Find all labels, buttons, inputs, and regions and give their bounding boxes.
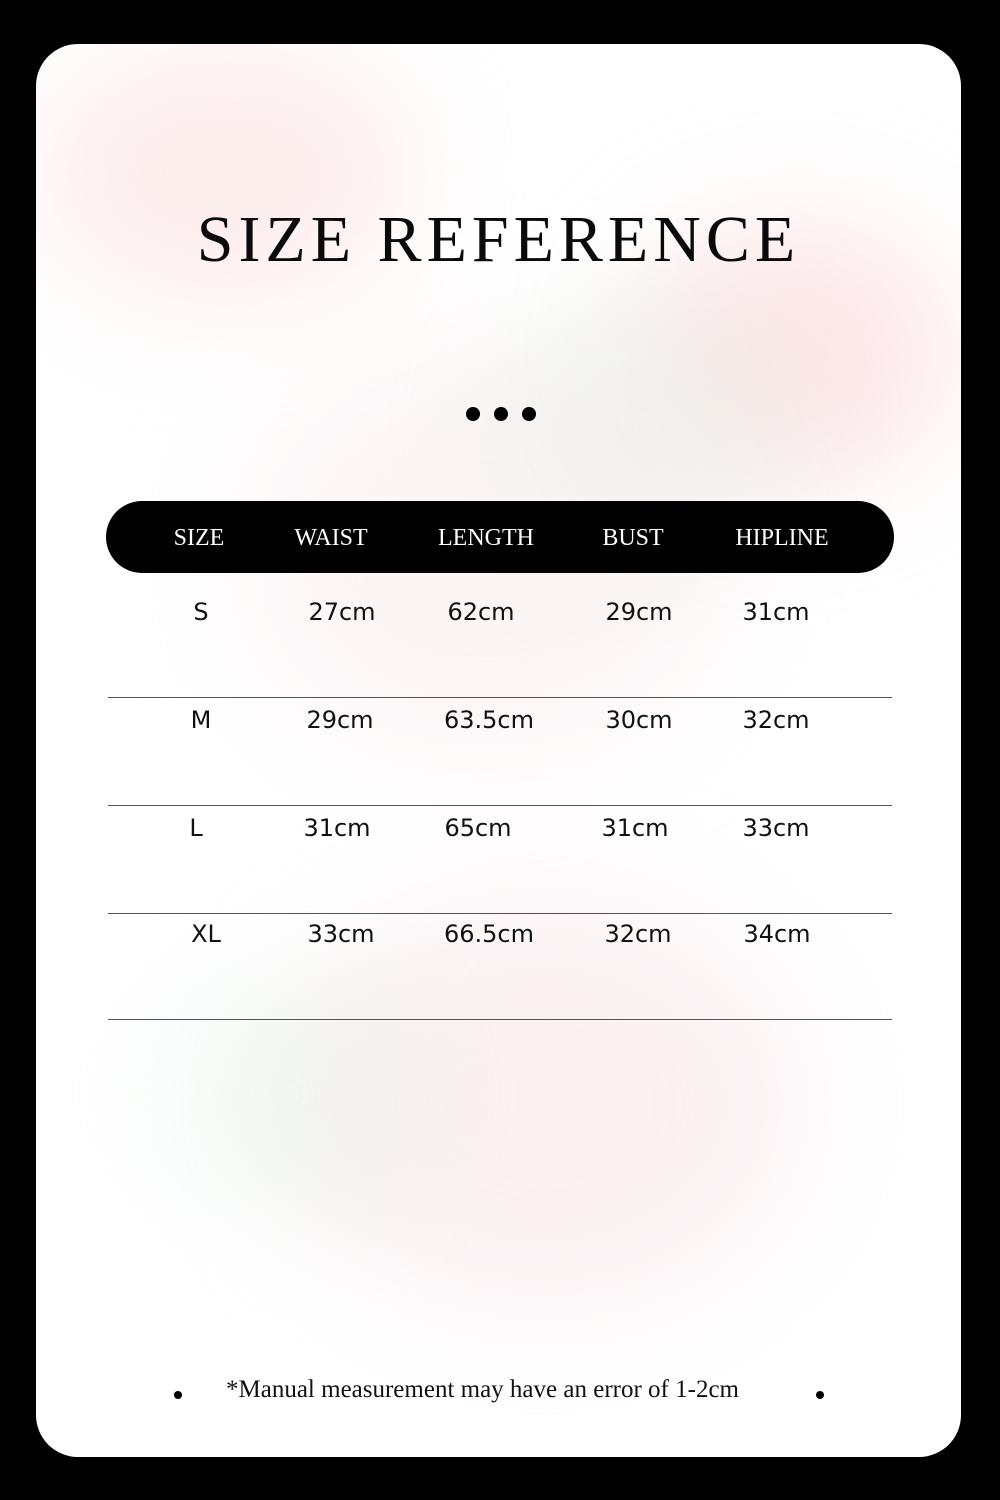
header-size: SIZE (173, 525, 225, 551)
cell-size: M (190, 706, 212, 734)
cell-bust: 32cm (604, 920, 672, 948)
bullet-icon (174, 1391, 182, 1399)
cell-hipline: 33cm (742, 814, 810, 842)
dot-icon (522, 407, 536, 421)
header-length: LENGTH (438, 525, 534, 551)
cell-hipline: 31cm (742, 598, 810, 626)
cell-length: 65cm (444, 814, 512, 842)
cell-bust: 31cm (601, 814, 669, 842)
cell-length: 66.5cm (443, 920, 535, 948)
dot-icon (494, 407, 508, 421)
cell-waist: 27cm (308, 598, 376, 626)
cell-waist: 29cm (306, 706, 374, 734)
table-row (108, 590, 892, 698)
header-waist: WAIST (294, 525, 368, 551)
table-row (108, 912, 892, 1020)
dot-icon (466, 407, 480, 421)
header-bust: BUST (602, 525, 664, 551)
cell-size: XL (191, 920, 221, 948)
cell-hipline: 32cm (742, 706, 810, 734)
cell-waist: 33cm (307, 920, 375, 948)
table-header (106, 501, 894, 573)
table-row (108, 698, 892, 806)
bullet-icon (816, 1391, 824, 1399)
cell-bust: 29cm (605, 598, 673, 626)
row-divider (108, 1019, 892, 1020)
page-title: SIZE REFERENCE (196, 203, 801, 276)
measurement-note (36, 1376, 961, 1416)
cell-length: 63.5cm (443, 706, 535, 734)
cell-waist: 31cm (303, 814, 371, 842)
size-chart-card (36, 44, 961, 1457)
note-text: *Manual measurement may have an error of 1-2cm (226, 1376, 739, 1403)
table-row (108, 806, 892, 914)
dots-divider (466, 407, 536, 421)
cell-length: 62cm (447, 598, 515, 626)
cell-size: L (189, 814, 203, 842)
cell-hipline: 34cm (743, 920, 811, 948)
cell-size: S (193, 598, 209, 626)
cell-bust: 30cm (605, 706, 673, 734)
header-hipline: HIPLINE (735, 525, 829, 551)
